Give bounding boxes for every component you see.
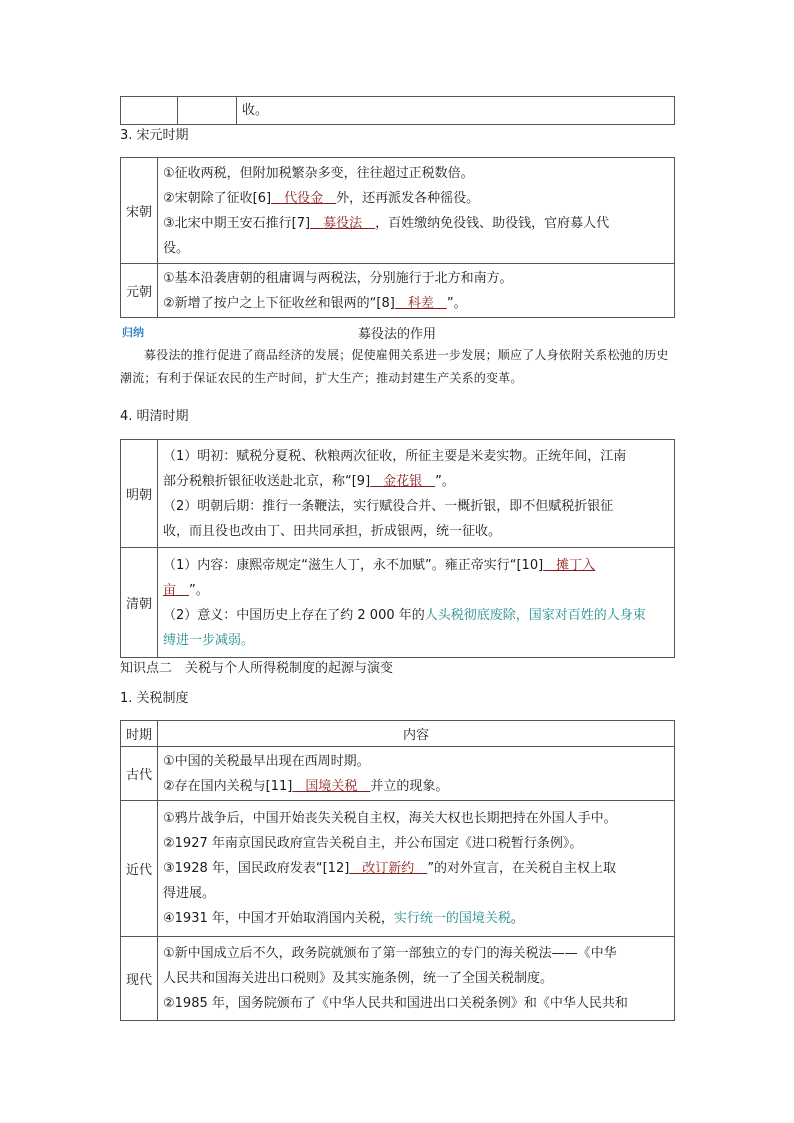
tariff-table <box>120 720 675 1021</box>
summary-text: 募役法的推行促进了商品经济的发展；促使雇佣关系进一步发展；顺应了人身依附关系松弛的历史潮流；有利于保证农民的生产时间，扩大生产；推动封建生产关系的变革。 <box>120 348 669 385</box>
ming-qing-table <box>120 439 675 658</box>
row-label-ancient: 古代 <box>121 747 158 801</box>
answer-7: 募役法 <box>310 215 376 231</box>
row-label-contemporary: 现代 <box>121 937 158 1021</box>
highlight-text: 实行统一的国境关税 <box>393 911 511 926</box>
summary-tag: 归纳 <box>122 326 144 339</box>
answer-6: 代役金 <box>271 190 337 206</box>
content-cell: 收。 <box>237 97 675 125</box>
qing-content: （1）内容：康熙帝规定“滋生人丁，永不加赋”。雍正帝实行“[10] 摊丁入 亩 ”。 （2）意义：中国历史上存在了约 2 000 年的人头税彻底废除，国家对百姓的人身束 缚进一步减弱。 <box>158 548 675 658</box>
highlight-text: 人头税彻底废除，国家对百姓的人身束 <box>424 607 646 623</box>
row-label-yuan: 元朝 <box>121 264 158 318</box>
section-heading-song-yuan: 3. 宋元时期 <box>120 128 189 143</box>
answer-9: 金花银 <box>370 473 436 489</box>
knowledge-point-heading: 知识点二 关税与个人所得税制度的起源与演变 <box>120 661 394 676</box>
yuan-content: ①基本沿袭唐朝的租庸调与两税法，分别施行于北方和南方。 ②新增了按户之上下征收丝和银两的“[8] 科差 ”。 <box>158 264 675 318</box>
answer-11: 国境关税 <box>292 778 371 794</box>
highlight-text: 缚进一步减弱。 <box>163 632 255 648</box>
answer-12: 改订新约 <box>349 861 428 876</box>
ancient-content: ①中国的关税最早出现在西周时期。 ②存在国内关税与[11] 国境关税 并立的现象。 <box>158 747 675 801</box>
answer-10: 摊丁入 <box>543 557 596 573</box>
summary-title: 募役法的作用 <box>357 327 436 342</box>
answer-8: 科差 <box>394 295 447 311</box>
row-label-modern: 近代 <box>121 801 158 937</box>
song-content: ①征收两税，但附加税繁杂多变，往往超过正税数倍。 ②宋朝除了征收[6] 代役金 外，还再派发各种徭役。 ③北宋中期王安石推行[7] 募役法 ，百姓缴纳免役钱、助役钱，官府募人代 役。 <box>158 158 675 264</box>
row-label-song: 宋朝 <box>121 158 158 264</box>
ming-content: （1）明初：赋税分夏税、秋粮两次征收，所征主要是米麦实物。正统年间，江南 部分税粮折银征收送赴北京，称“[9] 金花银 ”。 （2）明朝后期：推行一条鞭法，实行赋役合并、一概折银，即不但赋税折银征 收，而且役也改由丁、田共同承担，折成银两，统一征收。 <box>158 440 675 548</box>
header-content: 内容 <box>158 721 675 747</box>
modern-content: ①鸦片战争后，中国开始丧失关税自主权，海关大权也长期把持在外国人手中。 ②1927 年南京国民政府宣告关税自主，并公布国定《进口税暂行条例》。 ③1928 年，国民政府发表“[12] 改订新约 ”的对外宣言，在关税自主权上取 得进展。 ④1931 年，中国才开始取消国内关税，实行统一的国境关税。 <box>158 801 675 937</box>
song-yuan-table <box>120 157 675 318</box>
empty-cell <box>178 97 237 125</box>
subsection-heading-tariff: 1. 关税制度 <box>120 691 189 706</box>
contemporary-content: ①新中国成立后不久，政务院就颁布了第一部独立的专门的海关税法——《中华 人民共和国海关进出口税则》及其实施条例，统一了全国关税制度。 ②1985 年，国务院颁布了《中华人民共和国进出口关税条例》和《中华人民共和 <box>158 937 675 1021</box>
answer-10-cont: 亩 <box>163 582 190 598</box>
section-heading-ming-qing: 4. 明清时期 <box>120 409 189 424</box>
row-label-qing: 清朝 <box>121 548 158 658</box>
header-period: 时期 <box>121 721 158 747</box>
row-label-ming: 明朝 <box>121 440 158 548</box>
empty-cell <box>121 97 178 125</box>
prev-table-fragment <box>120 96 675 125</box>
